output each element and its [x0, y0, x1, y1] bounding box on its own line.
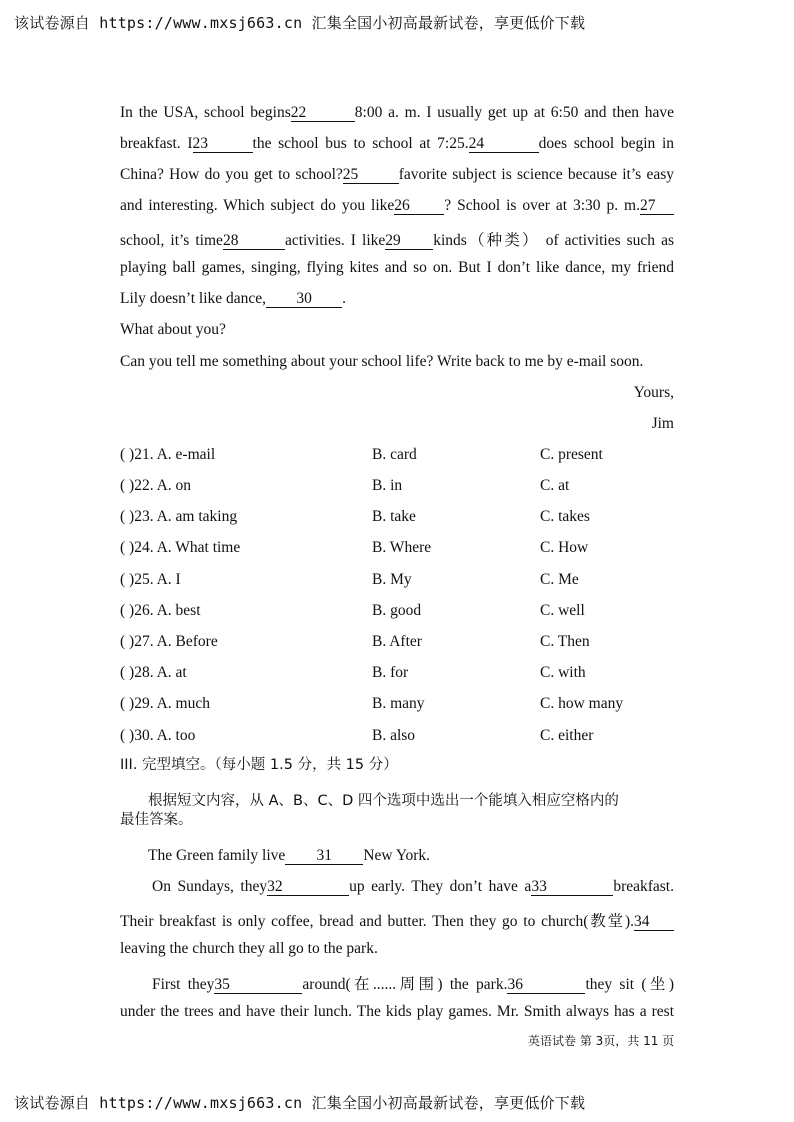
cloze-line-6: under the trees and have their lunch. The kids play games. Mr. Smith always has a rest — [120, 1003, 674, 1020]
cloze-line-5 — [152, 972, 674, 994]
watermark-bottom: 该试卷源自 https://www.mxsj663.cn 汇集全国小初高最新试卷，享更低价下载 — [14, 1094, 586, 1112]
text: school, it’s time — [120, 232, 223, 249]
option-c: C. Then — [540, 633, 590, 650]
section-instructions-1: 根据短文内容，从 A、B、C、D 四个选项中选出一个能填入相应空格内的 — [148, 793, 619, 809]
question-stem: ( )26. A. best — [120, 602, 201, 619]
option-c: C. at — [540, 477, 570, 494]
blank-29: 29 — [385, 232, 433, 250]
option-c: C. with — [540, 664, 586, 681]
option-b: B. also — [372, 727, 416, 744]
passage-line-3 — [120, 166, 674, 184]
question-stem: ( )23. A. am taking — [120, 508, 238, 525]
option-b: B. After — [372, 633, 422, 650]
option-c: C. How — [540, 539, 589, 556]
text: does school begin in — [538, 135, 675, 152]
text: around(在......周围) the park. — [302, 976, 508, 993]
text: 8:00 a. m. I usually get up at 6:50 and then have — [354, 104, 674, 121]
passage-line-4 — [120, 197, 674, 215]
signoff-yours: Yours, — [633, 384, 674, 401]
blank-27: 27 — [640, 197, 674, 215]
passage-line-1 — [120, 104, 674, 122]
text: New York. — [363, 847, 431, 864]
text: they sit (坐) — [585, 976, 674, 993]
cloze-line-3 — [120, 909, 674, 931]
option-c: C. either — [540, 727, 594, 744]
question-stem: ( )28. A. at — [120, 664, 187, 681]
page-footer: 英语试卷 第 3页，共 11 页 — [528, 1034, 675, 1048]
question-stem: ( )29. A. much — [120, 695, 210, 712]
option-c: C. present — [540, 446, 603, 463]
question-stem: ( )22. A. on — [120, 477, 192, 494]
passage-line-6: playing ball games, singing, flying kites and so on. But I don’t like dance, my friend — [120, 259, 674, 276]
option-b: B. good — [372, 602, 422, 619]
question-stem: ( )24. A. What time — [120, 539, 241, 556]
text: In the USA, school begins — [120, 104, 291, 121]
text: activities. I like — [284, 232, 386, 249]
option-b: B. card — [372, 446, 417, 463]
blank-35: 35 — [214, 976, 302, 994]
passage-line-7 — [120, 290, 674, 308]
passage-line-5 — [120, 228, 674, 250]
passage-line-9: Can you tell me something about your school life? Write back to me by e-mail soon. — [120, 353, 644, 370]
option-c: C. well — [540, 602, 585, 619]
blank-32: 32 — [267, 878, 349, 896]
blank-28: 28 — [223, 232, 285, 250]
question-stem: ( )27. A. Before — [120, 633, 218, 650]
text: breakfast. I — [120, 135, 193, 152]
text: China? How do you get to school? — [120, 166, 343, 183]
blank-22: 22 — [291, 104, 355, 122]
text: breakfast. — [613, 878, 674, 895]
text: favorite subject is science because it’s easy — [398, 166, 674, 183]
passage-line-2 — [120, 135, 674, 153]
text: and interesting. Which subject do you like — [120, 197, 395, 214]
option-c: C. Me — [540, 571, 579, 588]
blank-33: 33 — [531, 878, 613, 896]
cloze-line-4: leaving the church they all go to the park. — [120, 940, 378, 957]
text: kinds（种类） of activities such as — [433, 232, 675, 249]
blank-26: 26 — [394, 197, 444, 215]
question-stem: ( )25. A. I — [120, 571, 181, 588]
text: The Green family live — [148, 847, 286, 864]
text: ? School is over at 3:30 p. m. — [444, 197, 640, 214]
option-b: B. for — [372, 664, 409, 681]
cloze-line-1 — [148, 847, 674, 865]
section-heading: III. 完型填空。（每小题 1.5 分，共 15 分） — [120, 757, 398, 773]
option-c: C. takes — [540, 508, 590, 525]
blank-36: 36 — [507, 976, 585, 994]
blank-30: 30 — [266, 290, 342, 308]
question-stem: ( )21. A. e-mail — [120, 446, 216, 463]
text: . — [342, 290, 346, 307]
signoff-name: Jim — [651, 415, 674, 432]
blank-23: 23 — [193, 135, 253, 153]
option-b: B. Where — [372, 539, 432, 556]
blank-34: 34 — [634, 913, 674, 931]
cloze-line-2 — [152, 878, 674, 896]
section-instructions-2: 最佳答案。 — [120, 812, 193, 828]
text: the school bus to school at 7:25. — [252, 135, 469, 152]
text: Lily doesn’t like dance, — [120, 290, 267, 307]
text: On Sundays, they — [152, 878, 268, 895]
watermark-top: 该试卷源自 https://www.mxsj663.cn 汇集全国小初高最新试卷，享更低价下载 — [14, 14, 586, 32]
option-b: B. take — [372, 508, 416, 525]
option-c: C. how many — [540, 695, 624, 712]
text: Their breakfast is only coffee, bread and butter. Then they go to church(教堂). — [120, 913, 634, 930]
text: First they — [152, 976, 215, 993]
blank-25: 25 — [343, 166, 399, 184]
option-b: B. My — [372, 571, 412, 588]
option-b: B. many — [372, 695, 425, 712]
text: up early. They don’t have a — [349, 878, 532, 895]
question-stem: ( )30. A. too — [120, 727, 196, 744]
blank-31: 31 — [285, 847, 363, 865]
option-b: B. in — [372, 477, 403, 494]
blank-24: 24 — [469, 135, 539, 153]
passage-line-8: What about you? — [120, 321, 226, 338]
